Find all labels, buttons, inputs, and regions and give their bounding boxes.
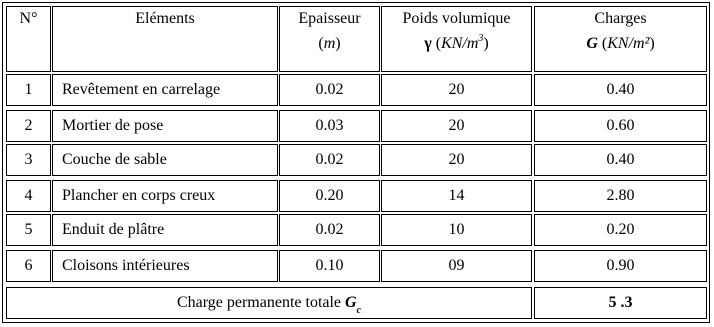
row-num: 5 <box>6 214 51 246</box>
row-element: Plancher en corps creux <box>52 180 278 212</box>
row-poids-volumique: 09 <box>381 250 532 282</box>
row-epaisseur: 0.10 <box>279 250 380 282</box>
header-poids-volumique: Poids volumique γ $(KN/m^3)$ <box>381 6 532 72</box>
row-poids-volumique: 20 <box>381 144 532 176</box>
row-poids-volumique: 10 <box>381 214 532 246</box>
row-poids-volumique: 14 <box>381 180 532 212</box>
row-epaisseur: 0.03 <box>279 110 380 142</box>
row-epaisseur: 0.02 <box>279 214 380 246</box>
row-element: Cloisons intérieures <box>52 250 278 282</box>
row-num: 3 <box>6 144 51 176</box>
row-num: 6 <box>6 250 51 282</box>
row-poids-volumique: 20 <box>381 74 532 106</box>
row-charge: 0.60 <box>534 110 707 142</box>
row-element: Enduit de plâtre <box>52 214 278 246</box>
row-charge: 0.40 <box>534 74 707 106</box>
row-epaisseur: 0.02 <box>279 144 380 176</box>
row-poids-volumique: 20 <box>381 110 532 142</box>
row-charge: 0.20 <box>534 214 707 246</box>
total-value: 5 .3 <box>534 287 707 319</box>
row-epaisseur: 0.20 <box>279 180 380 212</box>
row-epaisseur: 0.02 <box>279 74 380 106</box>
row-num: 1 <box>6 74 51 106</box>
row-element: Revêtement en carrelage <box>52 74 278 106</box>
row-num: 4 <box>6 180 51 212</box>
header-num: N° <box>6 6 51 72</box>
row-charge: 2.80 <box>534 180 707 212</box>
header-epaisseur: Epaisseur (m) <box>279 6 380 72</box>
row-charge: 0.90 <box>534 250 707 282</box>
row-element: Couche de sable <box>52 144 278 176</box>
row-charge: 0.40 <box>534 144 707 176</box>
row-element: Mortier de pose <box>52 110 278 142</box>
header-elements: Eléments <box>52 6 278 72</box>
header-charges: Charges G (KN/m²) <box>534 6 707 72</box>
row-num: 2 <box>6 110 51 142</box>
total-label: Charge permanente totale $G_c$ <box>6 287 532 319</box>
